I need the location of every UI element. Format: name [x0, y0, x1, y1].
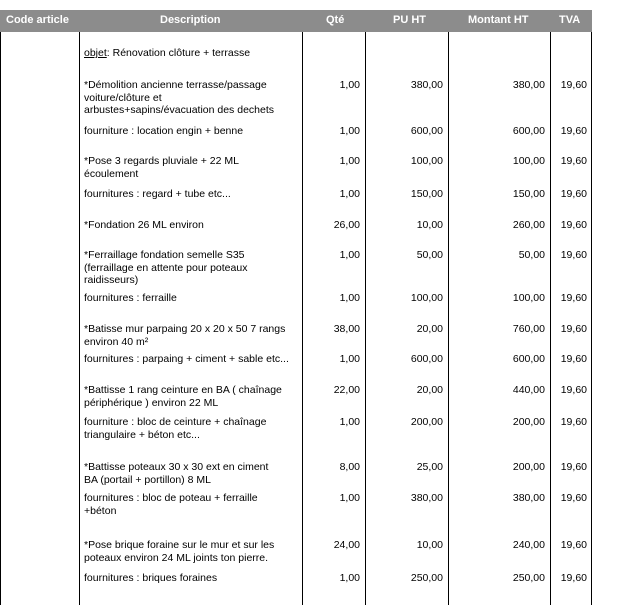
column-divider: [79, 32, 80, 605]
table-cell-qte: 8,00: [339, 461, 360, 473]
header-code-article: Code article: [6, 14, 69, 26]
table-cell-montant: 200,00: [512, 461, 545, 473]
table-cell-desc: fourniture : location engin + benne: [84, 125, 244, 137]
table-cell-qte: 22,00: [333, 384, 360, 396]
table-cell-desc: fournitures : regard + tube etc...: [84, 188, 231, 200]
objet-text: : Rénovation clôture + terrasse: [106, 47, 251, 59]
table-cell-tva: 19,60: [560, 384, 587, 396]
objet-line: [84, 47, 250, 60]
table-cell-desc: *Fondation 26 ML environ: [84, 219, 204, 231]
table-cell-montant: 760,00: [512, 323, 545, 335]
table-cell-pu: 100,00: [410, 292, 443, 304]
table-cell-pu: 50,00: [416, 249, 443, 261]
header-montant-ht: Montant HT: [468, 14, 529, 26]
table-cell-pu: 380,00: [410, 79, 443, 91]
table-cell-montant: 440,00: [512, 384, 545, 396]
table-header: [0, 10, 592, 32]
table-cell-tva: 19,60: [560, 572, 587, 584]
table-cell-qte: 26,00: [333, 219, 360, 231]
table-cell-pu: 600,00: [410, 125, 443, 137]
table-cell-montant: 250,00: [512, 572, 545, 584]
table-cell-pu: 100,00: [410, 155, 443, 167]
header-pu-ht: PU HT: [393, 14, 426, 26]
table-cell-desc: *Battisse poteaux 30 x 30 ext en ciment BA (portail + portillon) 8 ML: [84, 461, 269, 486]
table-cell-montant: 200,00: [512, 416, 545, 428]
table-cell-montant: 150,00: [512, 188, 545, 200]
header-tva: TVA: [559, 14, 581, 26]
table-cell-montant: 100,00: [512, 292, 545, 304]
table-cell-desc: fournitures : briques foraines: [84, 572, 218, 584]
table-cell-pu: 10,00: [416, 219, 443, 231]
table-cell-desc: *Pose brique foraine sur le mur et sur les poteaux environ 24 ML joints ton pierre.: [84, 539, 275, 564]
table-cell-pu: 600,00: [410, 353, 443, 365]
table-cell-pu: 20,00: [416, 323, 443, 335]
table-cell-tva: 19,60: [560, 125, 587, 137]
table-cell-tva: 19,60: [560, 539, 587, 551]
table-cell-tva: 19,60: [560, 323, 587, 335]
table-cell-desc: fournitures : ferraille: [84, 292, 177, 304]
table-cell-tva: 19,60: [560, 249, 587, 261]
table-cell-qte: 1,00: [339, 249, 360, 261]
table-cell-qte: 1,00: [339, 188, 360, 200]
table-cell-pu: 20,00: [416, 384, 443, 396]
table-cell-desc: fournitures : bloc de poteau + ferraille +béton: [84, 492, 258, 517]
table-cell-qte: 24,00: [333, 539, 360, 551]
header-qte: Qté: [326, 14, 345, 26]
column-divider: [302, 32, 303, 605]
table-cell-qte: 1,00: [339, 492, 360, 504]
table-cell-montant: 380,00: [512, 79, 545, 91]
table-cell-montant: 240,00: [512, 539, 545, 551]
table-cell-tva: 19,60: [560, 292, 587, 304]
table-cell-pu: 25,00: [416, 461, 443, 473]
table-cell-qte: 1,00: [339, 155, 360, 167]
table-cell-tva: 19,60: [560, 353, 587, 365]
table-cell-montant: 600,00: [512, 125, 545, 137]
table-cell-desc: *Démolition ancienne terrasse/passage voiture/clôture et arbustes+sapins/évacuation des dechets: [84, 79, 274, 116]
table-cell-qte: 1,00: [339, 416, 360, 428]
table-cell-desc: *Ferraillage fondation semelle S35 (ferraillage en attente pour poteaux raidisseurs): [84, 249, 248, 286]
column-divider: [591, 32, 592, 605]
table-cell-tva: 19,60: [560, 461, 587, 473]
table-cell-desc: *Pose 3 regards pluviale + 22 ML écoulement: [84, 155, 239, 180]
table-cell-pu: 150,00: [410, 188, 443, 200]
invoice-table: [0, 10, 592, 605]
table-cell-desc: *Batisse mur parpaing 20 x 20 x 50 7 rangs environ 40 m²: [84, 323, 286, 348]
table-cell-tva: 19,60: [560, 155, 587, 167]
table-cell-desc: fourniture : bloc de ceinture + chaînage triangulaire + béton etc...: [84, 416, 267, 441]
table-cell-montant: 50,00: [518, 249, 545, 261]
table-cell-pu: 380,00: [410, 492, 443, 504]
column-divider: [365, 32, 366, 605]
column-divider: [448, 32, 449, 605]
table-cell-tva: 19,60: [560, 416, 587, 428]
table-cell-qte: 1,00: [339, 292, 360, 304]
table-cell-pu: 250,00: [410, 572, 443, 584]
table-cell-pu: 10,00: [416, 539, 443, 551]
table-cell-qte: 1,00: [339, 572, 360, 584]
table-cell-montant: 100,00: [512, 155, 545, 167]
column-divider: [0, 32, 1, 605]
table-cell-tva: 19,60: [560, 79, 587, 91]
column-divider: [550, 32, 551, 605]
table-cell-pu: 200,00: [410, 416, 443, 428]
table-cell-qte: 1,00: [339, 79, 360, 91]
table-cell-tva: 19,60: [560, 492, 587, 504]
table-cell-montant: 380,00: [512, 492, 545, 504]
table-cell-desc: *Battisse 1 rang ceinture en BA ( chaînage périphérique ) environ 22 ML: [84, 384, 282, 409]
table-cell-qte: 1,00: [339, 353, 360, 365]
table-cell-montant: 600,00: [512, 353, 545, 365]
table-cell-desc: fournitures : parpaing + ciment + sable etc...: [84, 353, 289, 365]
objet-label: objet: [84, 47, 107, 59]
table-cell-qte: 1,00: [339, 125, 360, 137]
table-cell-tva: 19,60: [560, 188, 587, 200]
table-cell-tva: 19,60: [560, 219, 587, 231]
table-cell-qte: 38,00: [333, 323, 360, 335]
header-description: Description: [160, 14, 221, 26]
table-cell-montant: 260,00: [512, 219, 545, 231]
